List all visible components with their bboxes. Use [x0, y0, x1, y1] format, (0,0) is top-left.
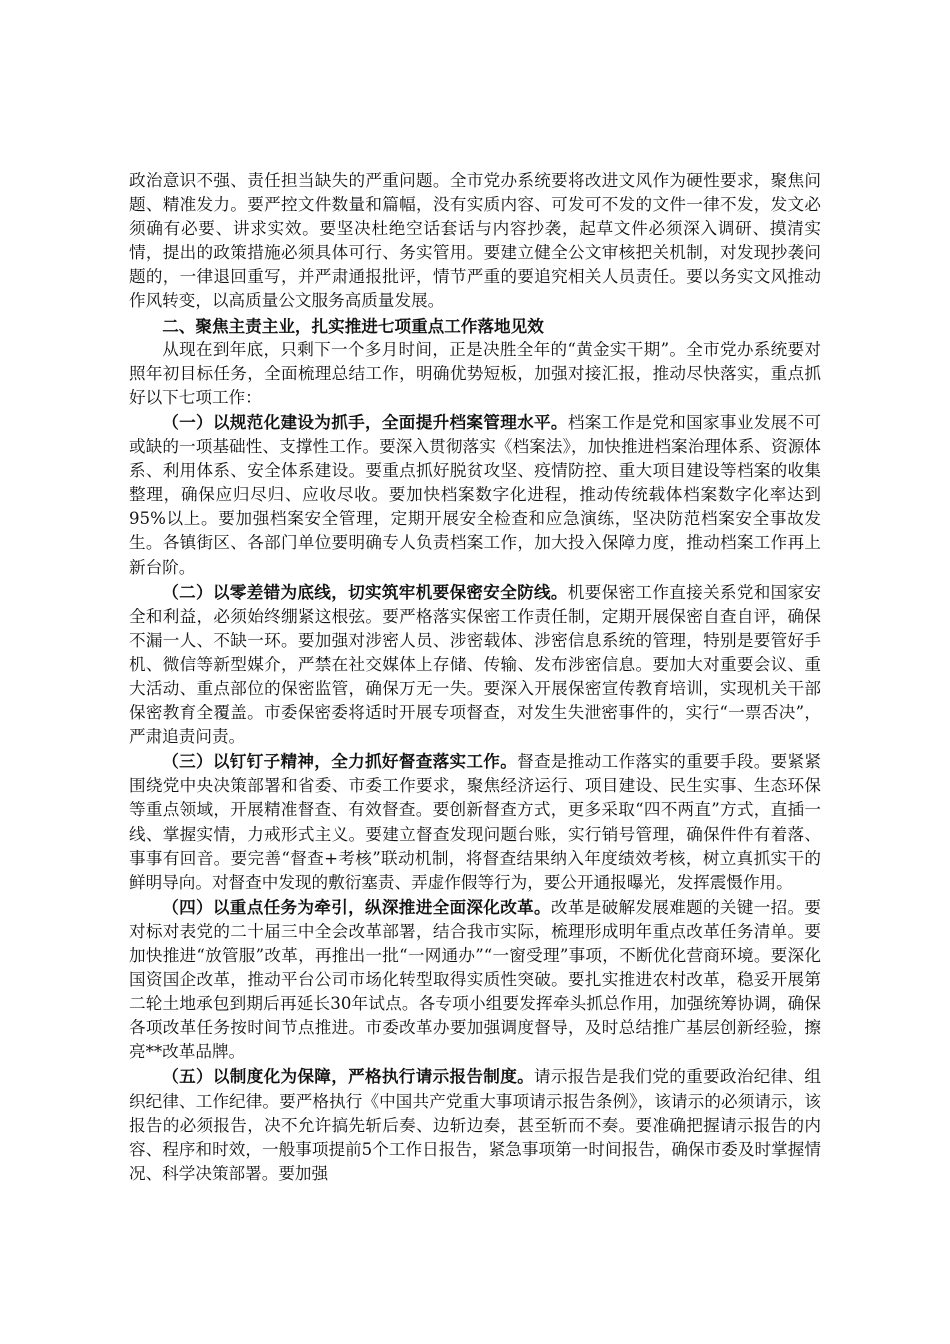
- item-lead-5: （五）以制度化为保障，严格执行请示报告制度。: [162, 1066, 534, 1087]
- item-paragraph-2: [129, 580, 821, 750]
- item-lead-4: （四）以重点任务为牵引，纵深推进全面深化改革。: [162, 896, 551, 917]
- item-paragraph-4: [129, 895, 821, 1065]
- item-lead-3: （三）以钉钉子精神，全力抓好督查落实工作。: [162, 751, 518, 772]
- item-body-4: 改革是破解发展难题的关键一招。要对标对表党的二十届三中全会改革部署，结合我市实际，梳理形成明年重点改革任务清单。要加快推进“放管服”改革，再推出一批“一网通办”“一窗受理”事项，不断优化营商环境。要深化国资国企改革，推动平台公司市场化转型取得实质性突破。要扎实推进农村改革，稳妥开展第二轮土地承包到期后再延长30年试点。各专项小组要发挥牵头抓总作用，加强统筹协调，确保各项改革任务按时间节点推进。市委改革办要加强调度督导，及时总结推广基层创新经验，擦亮**改革品牌。: [129, 897, 822, 1062]
- item-body-2: 机要保密工作直接关系党和国家安全和利益，必须始终绷紧这根弦。要严格落实保密工作责任制，定期开展保密自查自评，确保不漏一人、不缺一环。要加强对涉密人员、涉密载体、涉密信息系统的管理，特别是要管好手机、微信等新型媒介，严禁在社交媒体上存储、传输、发布涉密信息。要加大对重要会议、重大活动、重点部位的保密监管，确保万无一失。要深入开展保密宣传教育培训，实现机关干部保密教育全覆盖。市委保密委将适时开展专项督查，对发生失泄密事件的，实行“一票否决”，严肃追责问责。: [129, 582, 822, 747]
- item-body-5: 请示报告是我们党的重要政治纪律、组织纪律、工作纪律。要严格执行《中国共产党重大事项请示报告条例》，该请示的必须请示，该报告的必须报告，决不允许搞先斩后奏、边斩边奏，甚至斩而不奏。要准确把握请示报告的内容、程序和时效，一般事项提前5个工作日报告，紧急事项第一时间报告，确保市委及时掌握情况、科学决策部署。要加强: [129, 1067, 822, 1183]
- item-lead-1: （一）以规范化建设为抓手，全面提升档案管理水平。: [162, 411, 568, 432]
- item-paragraph-1: [129, 410, 821, 580]
- item-body-3: 督查是推动工作落实的重要手段。要紧紧围绕党中央决策部署和省委、市委工作要求，聚焦经济运行、项目建设、民生实事、生态环保等重点领域，开展精准督查、有效督查。要创新督查方式，更多采取“四不两直”方式，直插一线、掌握实情，力戒形式主义。要建立督查发现问题台账，实行销号管理，确保件件有着落、事事有回音。要完善“督查+考核”联动机制，将督查结果纳入年度绩效考核，树立真抓实干的鲜明导向。对督查中发现的敷衍塞责、弄虚作假等行为，要公开通报曝光，发挥震慑作用。: [129, 752, 822, 892]
- item-body-1: 档案工作是党和国家事业发展不可或缺的一项基础性、支撑性工作。要深入贯彻落实《档案法》，加快推进档案治理体系、资源体系、利用体系、安全体系建设。要重点抓好脱贫攻坚、疫情防控、重大项目建设等档案的收集整理，确保应归尽归、应收尽收。要加快档案数字化进程，推动传统载体档案数字化率达到95%以上。要加强档案安全管理，定期开展安全检查和应急演练，坚决防范档案安全事故发生。各镇街区、各部门单位要明确专人负责档案工作，加大投入保障力度，推动档案工作再上新台阶。: [129, 412, 822, 577]
- continued-paragraph: 政治意识不强、责任担当缺失的严重问题。全市党办系统要将改进文风作为硬性要求，聚焦问题、精准发力。要严控文件数量和篇幅，没有实质内容、可发可不发的文件一律不发，发文必须确有必要、讲求实效。要坚决杜绝空话套话与内容抄袭，起草文件必须深入调研、摸清实情，提出的政策措施必须具体可行、务实管用。要建立健全公文审核把关机制，对发现抄袭问题的，一律退回重写，并严肃通报批评，情节严重的要追究相关人员责任。要以务实文风推动作风转变，以高质量公文服务高质量发展。: [129, 171, 821, 311]
- document-body: [129, 169, 821, 1186]
- section-heading: 二、聚焦主责主业，扎实推进七项重点工作落地见效: [162, 315, 544, 336]
- item-paragraph-3: [129, 749, 821, 895]
- item-lead-2: （二）以零差错为底线，切实筑牢机要保密安全防线。: [162, 581, 568, 602]
- item-paragraph-5: [129, 1064, 821, 1185]
- intro-paragraph: 从现在到年底，只剩下一个多月时间，正是决胜全年的“黄金实干期”。全市党办系统要对照年初目标任务，全面梳理总结工作，明确优势短板，加强对接汇报，推动尽快落实，重点抓好以下七项工作：: [129, 339, 821, 407]
